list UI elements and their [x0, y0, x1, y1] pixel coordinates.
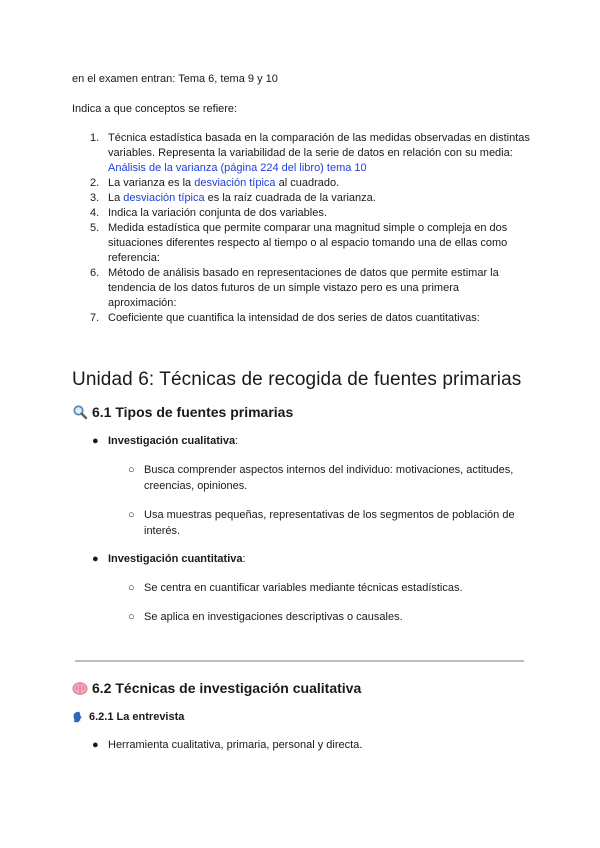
section-heading-6-1: 6.1 Tipos de fuentes primarias: [72, 404, 293, 420]
question-item: 3. La desviación típica es la raíz cuadrada de la varianza.: [90, 192, 376, 204]
question-item: 7. Coeficiente que cuantifica la intensidad de dos series de datos cuantitativas:: [90, 312, 480, 324]
magnifier-icon: [72, 404, 88, 420]
list-item: ● Investigación cuantitativa:: [92, 553, 246, 565]
list-item: ○ Se centra en cuantificar variables mediante técnicas estadísticas.: [128, 582, 463, 594]
question-link[interactable]: desviación típica: [123, 192, 205, 204]
question-item: 2. La varianza es la desviación típica al cuadrado.: [90, 177, 340, 189]
list-item: ○ Usa muestras pequeñas, representativas de los segmentos de población de interés.: [128, 509, 515, 537]
question-link[interactable]: Análisis de la varianza (página 224 del libro) tema 10: [108, 162, 367, 174]
brain-icon: [72, 680, 88, 696]
questions-list: [90, 131, 530, 326]
question-item: 6. Método de análisis basado en representaciones de datos que permite estimar la tendencia de los datos futuros de un simple vistazo pero es una primera aproximación:: [90, 267, 499, 309]
list-item: ● Investigación cualitativa:: [92, 435, 239, 447]
list-item: ● Herramienta cualitativa, primaria, personal y directa.: [92, 739, 363, 751]
horizontal-divider: [75, 660, 524, 662]
question-item: 1. Técnica estadística basada en la comparación de las medidas observadas en distintas variables. Representa la variabilidad de la serie de datos en relación con su media: Análisis de la varianza (página 224 del libro) tema 10: [90, 132, 530, 174]
subsection-heading-6-2-1: 6.2.1 La entrevista: [72, 711, 184, 723]
question-item: 5. Medida estadística que permite comparar una magnitud simple o compleja en dos situaciones diferentes respecto al tiempo o al espacio tomando una de ellas como referencia:: [90, 222, 508, 264]
list-item: ○ Busca comprender aspectos internos del individuo: motivaciones, actitudes, creencias, opiniones.: [128, 464, 514, 492]
section-heading-6-2: 6.2 Técnicas de investigación cualitativa: [72, 680, 361, 696]
unit-title: Unidad 6: Técnicas de recogida de fuentes primarias: [72, 369, 522, 390]
exam-topics-line: en el examen entran: Tema 6, tema 9 y 10: [72, 73, 278, 85]
question-item: 4. Indica la variación conjunta de dos variables.: [90, 207, 327, 219]
questions-prompt: Indica a que conceptos se refiere:: [72, 103, 238, 115]
question-link[interactable]: desviación típica: [194, 177, 276, 189]
speaking-head-icon: [72, 711, 84, 723]
list-item: ○ Se aplica en investigaciones descriptivas o causales.: [128, 611, 403, 623]
